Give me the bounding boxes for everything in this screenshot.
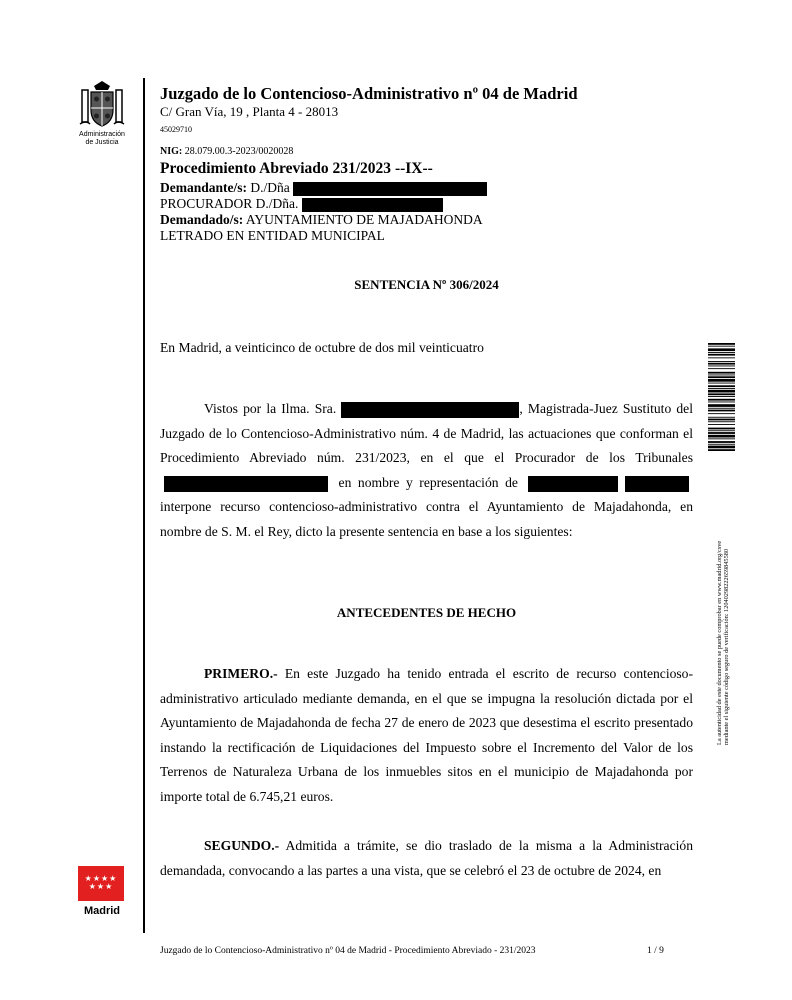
verification-text xyxy=(716,465,730,745)
nig-line xyxy=(160,146,293,157)
footer-text: Juzgado de lo Contencioso-Administrativo nº 04 de Madrid - Procedimiento Abreviado - 231/2023 xyxy=(160,946,536,956)
court-code: 45029710 xyxy=(160,125,192,134)
vistos-part-c: en nombre y representación de xyxy=(338,474,518,490)
madrid-stars-icon xyxy=(82,875,120,891)
redaction-magistrate xyxy=(341,402,519,418)
vistos-part-a: Vistos por la Ilma. Sra. xyxy=(204,401,337,416)
vistos-paragraph xyxy=(160,397,693,545)
primero-label: PRIMERO.- xyxy=(204,666,278,681)
redaction-procurador xyxy=(302,198,443,212)
spanish-crest-icon xyxy=(78,80,126,130)
admin-justicia-label xyxy=(70,131,134,147)
redaction-represented-1 xyxy=(528,476,618,492)
margin-rule xyxy=(143,78,145,933)
defendant-value: AYUNTAMIENTO DE MAJADAHONDA xyxy=(245,212,483,227)
date-line: En Madrid, a veinticinco de octubre de dos mil veinticuatro xyxy=(160,340,484,355)
madrid-flag-logo xyxy=(78,866,124,901)
verification-barcode xyxy=(708,343,735,451)
nig-label: NIG: xyxy=(160,146,183,157)
plaintiff-value: D./Dña xyxy=(250,180,290,195)
section-title: ANTECEDENTES DE HECHO xyxy=(336,605,517,620)
court-name: Juzgado de lo Contencioso-Administrativo nº 04 de Madrid xyxy=(160,84,578,103)
court-address: C/ Gran Vía, 19 , Planta 4 - 28013 xyxy=(160,104,339,119)
letrado-line: LETRADO EN ENTIDAD MUNICIPAL xyxy=(160,228,385,243)
procedure-suffix: --IX-- xyxy=(394,160,433,177)
defendant-line xyxy=(160,212,483,228)
procedure-title xyxy=(160,160,433,178)
verification-line-1: La autenticidad de este documento se puede comprobar en www.madrid.org/csve xyxy=(716,540,723,745)
admin-line-1: Administración xyxy=(79,131,125,138)
segundo-text: Admitida a trámite, se dio traslado de la misma a la Administración demandada, convocando a las partes a una vista, que se celebró el 23 de octubre de 2024, en xyxy=(160,838,693,878)
redaction-procurador-name xyxy=(164,476,328,492)
redaction-plaintiff xyxy=(293,182,487,196)
madrid-label: Madrid xyxy=(83,905,121,917)
defendant-label: Demandado/s: xyxy=(160,212,244,227)
nig-value: 28.079.00.3-2023/0020028 xyxy=(184,146,294,157)
vistos-part-d: interpone recurso contencioso-administrativo contra el Ayuntamiento de Majadahonda, en nombre de S. M. el Rey, dicto la presente sentencia en base a los siguientes: xyxy=(160,499,693,539)
segundo-paragraph xyxy=(160,834,693,883)
verification-line-2: mediante el siguiente código seguro de verificación: 1204029822265984558​0 xyxy=(723,548,730,745)
procurador-label: PROCURADOR D./Dña. xyxy=(160,196,299,211)
plaintiff-label: Demandante/s: xyxy=(160,180,247,195)
sentence-title: SENTENCIA Nº 306/2024 xyxy=(354,277,499,292)
plaintiff-line xyxy=(160,180,487,196)
page-number: 1 / 9 xyxy=(647,946,664,956)
redaction-represented-2 xyxy=(625,476,689,492)
admin-line-2: de Justicia xyxy=(85,139,119,146)
procurador-line xyxy=(160,196,443,212)
primero-text: En este Juzgado ha tenido entrada el escrito de recurso contencioso-administrativo articulado mediante demanda, en el que se impugna la resolución dictada por el Ayuntamiento de Majadahonda de fecha 27 de enero de 2023 que desestima el escrito presentado instando la rectificación de Liquidaciones del Impuesto sobre el Incremento del Valor de los Terrenos de Naturaleza Urbana de los inmuebles sitos en el municipio de Majadahonda por importe total de 6.745,21 euros. xyxy=(160,666,694,804)
stars-row-2: ★★★ xyxy=(88,882,114,891)
vistos-part-b: , Magistrada-Juez Sustituto del Juzgado de lo Contencioso-Administrativo núm. 4 de Madrid, las actuaciones que conforman el Procedimiento Abreviado núm. 231/2023, en el que el Procurador de los Tribunales xyxy=(160,401,693,466)
stars-row-1: ★★★★ xyxy=(84,874,118,883)
primero-paragraph xyxy=(160,662,693,810)
segundo-label: SEGUNDO.- xyxy=(204,838,280,853)
procedure-number: Procedimiento Abreviado 231/2023 xyxy=(160,160,392,177)
